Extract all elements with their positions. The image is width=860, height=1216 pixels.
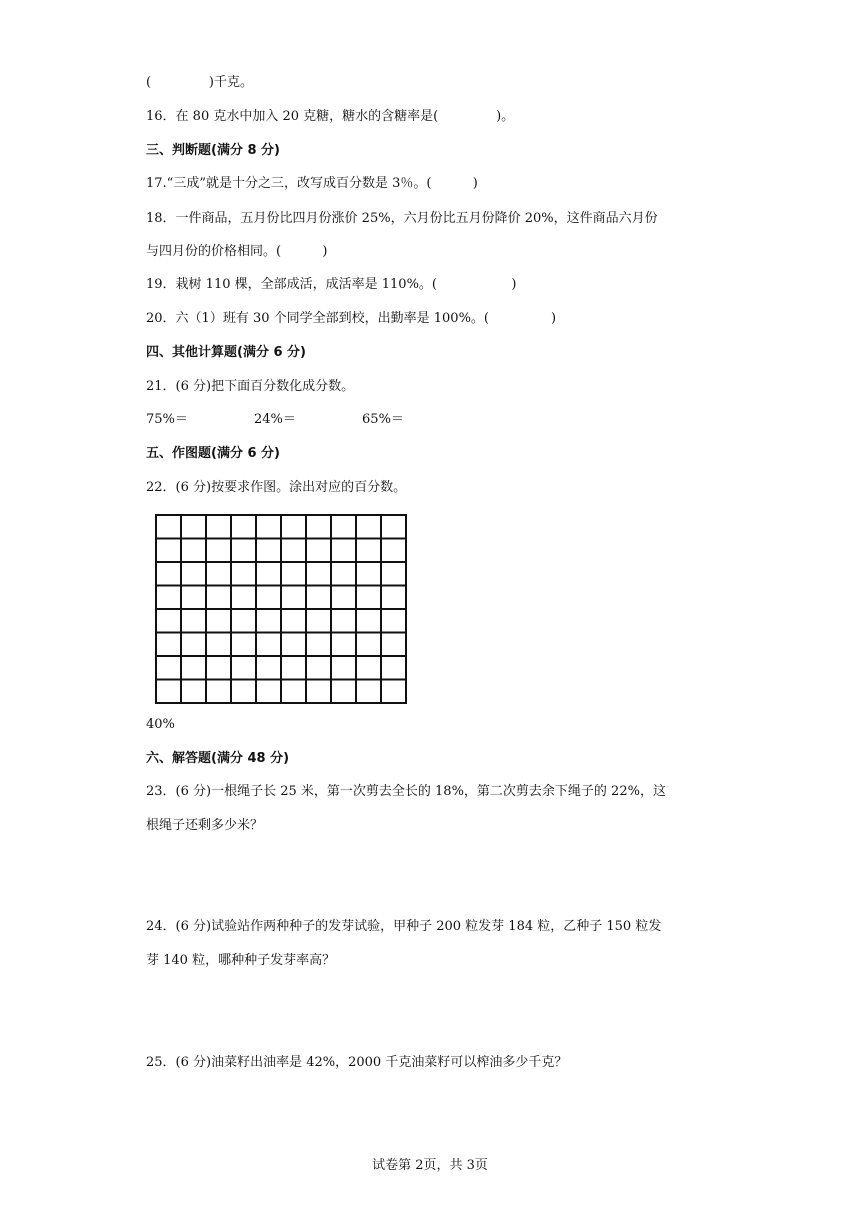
question-17: 17.“三成”就是十分之三，改写成百分数是 3％。( ) — [146, 176, 478, 191]
section-heading-calculation: 四、其他计算题(满分 6 分) — [146, 345, 306, 360]
grid-percent-label: 40% — [146, 717, 175, 732]
question-23-cont: 根绳子还剩多少米？ — [146, 818, 264, 833]
question-24: 24．(6 分)试验站作两种种子的发芽试验，甲种子 200 粒发芽 184 粒，乙种子 150 粒发 — [146, 919, 662, 934]
question-21-items: 75%＝ 24%＝ 65%＝ — [146, 412, 404, 427]
percent-grid[interactable] — [155, 514, 407, 704]
question-20: 20．六（1）班有 30 个同学全部到校，出勤率是 100%。( ) — [146, 311, 557, 326]
question-18-cont: 与四月份的价格相同。( ) — [146, 244, 328, 259]
question-22: 22．(6 分)按要求作图。涂出对应的百分数。 — [146, 480, 407, 495]
question-21: 21．(6 分)把下面百分数化成分数。 — [146, 379, 355, 394]
page-footer: 试卷第 2页，共 3页 — [372, 1158, 488, 1173]
question-19: 19．栽树 110 棵，全部成活，成活率是 110%。( ) — [146, 277, 517, 292]
question-23: 23．(6 分)一根绳子长 25 米，第一次剪去全长的 18%，第二次剪去余下绳子的 22%，这 — [146, 784, 666, 799]
question-18: 18．一件商品，五月份比四月份涨价 25%，六月份比五月份降价 20%，这件商品六月份 — [146, 211, 658, 226]
question-25: 25．(6 分)油菜籽出油率是 42%，2000 千克油菜籽可以榨油多少千克？ — [146, 1055, 568, 1070]
text-line: ( )千克。 — [146, 75, 253, 90]
question-16: 16．在 80 克水中加入 20 克糖，糖水的含糖率是( )。 — [146, 109, 515, 124]
question-24-cont: 芽 140 粒，哪种种子发芽率高？ — [146, 953, 336, 968]
section-heading-drawing: 五、作图题(满分 6 分) — [146, 446, 280, 461]
section-heading-solutions: 六、解答题(满分 48 分) — [146, 751, 290, 766]
section-heading-judgement: 三、判断题(满分 8 分) — [146, 143, 280, 158]
